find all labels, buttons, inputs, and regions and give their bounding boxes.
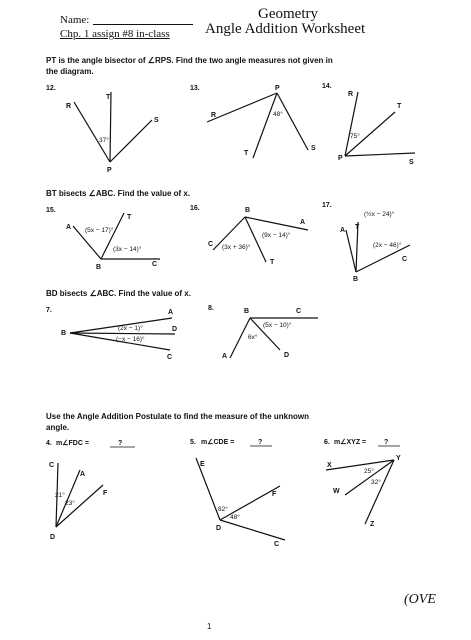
point-label: S bbox=[311, 145, 316, 152]
point-label: A bbox=[168, 309, 174, 316]
figure-16 bbox=[190, 205, 308, 266]
point-label: T bbox=[270, 259, 275, 266]
angle-measure: 23° bbox=[65, 500, 75, 507]
figure-14 bbox=[322, 83, 415, 166]
problem-prompt: m∠FDC = bbox=[56, 440, 89, 447]
point-label: A bbox=[300, 219, 306, 226]
point-label: C bbox=[274, 541, 280, 548]
point-label: P bbox=[338, 155, 343, 162]
handwritten-over-note: (OVE bbox=[404, 592, 436, 607]
point-label: D bbox=[284, 352, 290, 359]
point-label: C bbox=[402, 256, 408, 263]
problem-number: 14. bbox=[322, 83, 332, 90]
problem-prompt: m∠CDE = bbox=[201, 439, 235, 446]
problem-prompt: m∠XYZ = bbox=[334, 439, 367, 446]
problem-number: 8. bbox=[208, 305, 214, 312]
chapter-label: Chp. 1 assign #8 in-class bbox=[60, 28, 170, 40]
figure-8 bbox=[208, 305, 318, 360]
angle-expression: (2x − 1)° bbox=[118, 325, 143, 332]
point-label: F bbox=[272, 491, 277, 498]
problem-number: 4. bbox=[46, 440, 52, 447]
worksheet-title: Angle Addition Worksheet bbox=[205, 21, 366, 37]
angle-measure: 25° bbox=[364, 468, 374, 475]
point-label: E bbox=[200, 461, 205, 468]
point-label: A bbox=[66, 224, 72, 231]
point-label: Y bbox=[396, 455, 401, 462]
point-label: F bbox=[103, 490, 108, 497]
figure-4 bbox=[46, 439, 135, 541]
point-label: B bbox=[245, 207, 251, 214]
problem-number: 17. bbox=[322, 202, 332, 209]
problem-number: 12. bbox=[46, 85, 56, 92]
angle-measure: 75° bbox=[350, 133, 360, 140]
figure-12 bbox=[46, 85, 159, 174]
point-label: P bbox=[275, 85, 280, 92]
angle-expression: (9x − 14)° bbox=[262, 232, 291, 239]
point-label: R bbox=[211, 112, 217, 119]
point-label: D bbox=[172, 326, 178, 333]
figure-5 bbox=[190, 438, 285, 548]
point-label: T bbox=[397, 103, 402, 110]
problem-number: 7. bbox=[46, 307, 52, 314]
point-label: C bbox=[49, 462, 55, 469]
angle-measure: 82° bbox=[218, 506, 228, 513]
problem-number: 5. bbox=[190, 439, 196, 446]
point-label: S bbox=[154, 117, 159, 124]
point-label: T bbox=[106, 94, 111, 101]
angle-expression: (−x − 16)° bbox=[116, 336, 145, 343]
point-label: D bbox=[50, 534, 56, 541]
section-3-instructions: BD bisects ∠ABC. Find the value of x. bbox=[46, 289, 191, 298]
angle-measure: 32° bbox=[371, 479, 381, 486]
angle-measure: 48° bbox=[273, 111, 283, 118]
problem-number: 6. bbox=[324, 439, 330, 446]
subject-title: Geometry bbox=[258, 6, 318, 22]
answer-blank: ? bbox=[384, 439, 389, 446]
figure-6 bbox=[324, 438, 401, 528]
angle-measure: 37° bbox=[99, 137, 109, 144]
figure-7 bbox=[46, 307, 177, 361]
point-label: T bbox=[244, 150, 249, 157]
point-label: W bbox=[333, 488, 340, 495]
point-label: X bbox=[327, 462, 332, 469]
problem-number: 16. bbox=[190, 205, 200, 212]
point-label: P bbox=[107, 167, 112, 174]
point-label: C bbox=[296, 308, 302, 315]
point-label: B bbox=[96, 264, 102, 271]
angle-expression: (½x − 24)° bbox=[364, 211, 395, 218]
angle-expression: (3x − 14)° bbox=[113, 246, 142, 253]
figure-13 bbox=[190, 85, 316, 158]
figure-15 bbox=[46, 207, 160, 271]
answer-blank: ? bbox=[258, 439, 263, 446]
section-1-instructions: PT is the angle bisector of ∠RPS. Find the two angle measures not given in the diagram. bbox=[46, 56, 333, 76]
point-label: D bbox=[216, 525, 222, 532]
problem-number: 13. bbox=[190, 85, 200, 92]
point-label: Z bbox=[370, 521, 375, 528]
point-label: C bbox=[152, 261, 158, 268]
section-2-instructions: BT bisects ∠ABC. Find the value of x. bbox=[46, 189, 191, 198]
point-label: C bbox=[167, 354, 173, 361]
angle-expression: (5x − 10)° bbox=[263, 322, 292, 329]
point-label: A bbox=[222, 353, 228, 360]
point-label: T bbox=[355, 224, 360, 231]
problem-number: 15. bbox=[46, 207, 56, 214]
figure-17 bbox=[322, 202, 410, 283]
point-label: A bbox=[340, 227, 346, 234]
point-label: C bbox=[208, 241, 214, 248]
point-label: T bbox=[127, 214, 132, 221]
point-label: B bbox=[353, 276, 359, 283]
point-label: R bbox=[66, 103, 72, 110]
point-label: S bbox=[409, 159, 414, 166]
angle-measure: 48° bbox=[230, 514, 240, 521]
point-label: A bbox=[80, 471, 86, 478]
angle-expression: 6x° bbox=[248, 334, 258, 341]
point-label: B bbox=[244, 308, 250, 315]
angle-expression: (5x − 17)° bbox=[85, 227, 114, 234]
section-4-instructions: Use the Angle Addition Postulate to find the measure of the unknown angle. bbox=[46, 412, 309, 432]
angle-measure: 21° bbox=[55, 492, 65, 499]
name-label: Name: bbox=[60, 14, 90, 26]
answer-blank: ? bbox=[118, 440, 123, 447]
point-label: R bbox=[348, 91, 354, 98]
angle-expression: (3x + 36)° bbox=[222, 244, 251, 251]
point-label: B bbox=[61, 330, 67, 337]
page-mark: 1 bbox=[207, 622, 212, 631]
angle-expression: (2x − 46)° bbox=[373, 242, 402, 249]
